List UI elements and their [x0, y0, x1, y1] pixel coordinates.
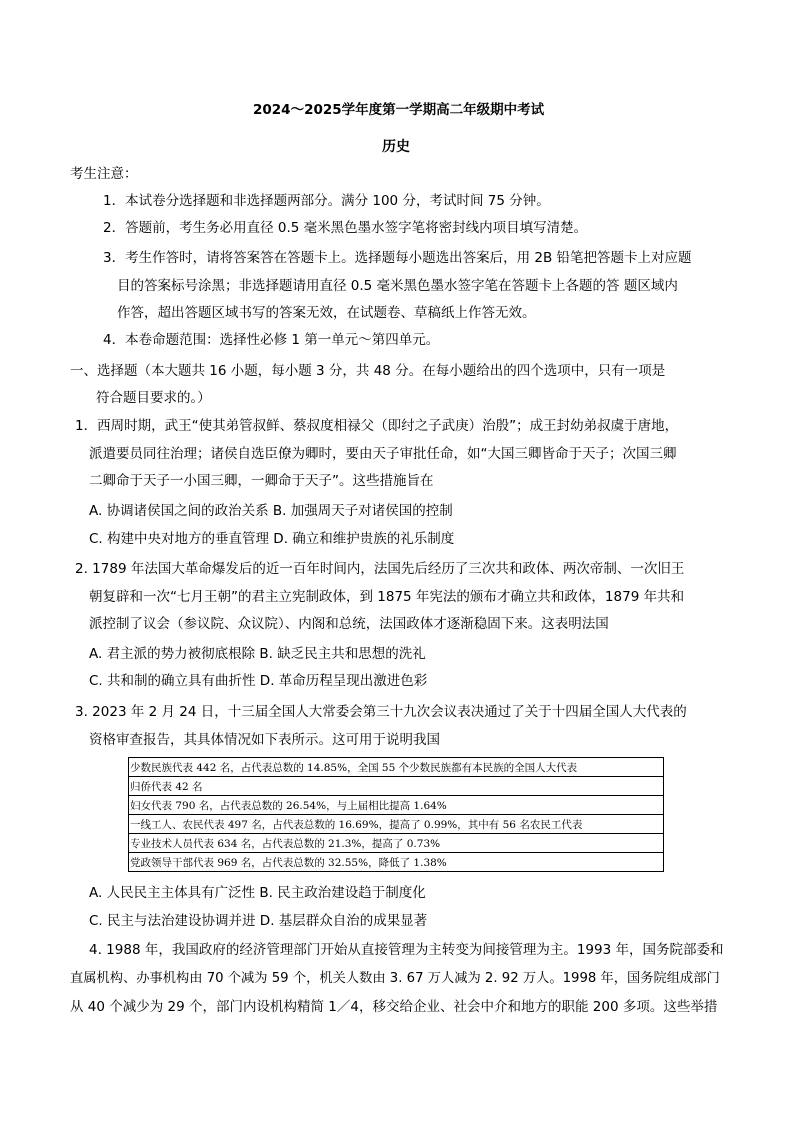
notice-item-3-cont-1: 目的答案标号涂黑；非选择题请用直径 0.5 毫米黑色墨水签字笔在答题卡上各题的答 题区域内 [117, 278, 678, 294]
notice-item-3: 3．考生作答时，请将答案答在答题卡上。选择题每小题选出答案后，用 2B 铅笔把答题卡上对应题 [103, 250, 692, 266]
table-row [129, 815, 664, 834]
q3-stem-line-2: 资格审查报告，其具体情况如下表所示。这可用于说明我国 [89, 732, 440, 748]
notice-item-1: 1．本试卷分选择题和非选择题两部分。满分 100 分，考试时间 75 分钟。 [103, 193, 550, 209]
notice-item-2: 2．答题前，考生务必用直径 0.5 毫米黑色墨水签字笔将密封线内项目填写清楚。 [103, 220, 588, 236]
q1-options-ab: A. 协调诸侯国之间的政治关系 B. 加强周天子对诸侯国的控制 [89, 503, 453, 519]
table-row [129, 777, 664, 796]
q1-stem-line-3: 二卿命于天子一小国三卿，一卿命于天子”。这些措施旨在 [89, 473, 434, 489]
q1-stem-line-1: 1．西周时期，武王“使其弟管叔鲜、蔡叔度相禄父（即纣之子武庚）治殷”；成王封幼弟叔虞于唐地， [75, 418, 679, 434]
q1-options-cd: C. 构建中央对地方的垂直管理 D. 确立和维护贵族的礼乐制度 [89, 531, 455, 547]
table-cell: 少数民族代表 442 名，占代表总数的 14.85%，全国 55 个少数民族都有本民族的全国人大代表 [129, 758, 664, 777]
table-cell: 党政领导干部代表 969 名，占代表总数的 32.55%，降低了 1.38% [129, 853, 664, 872]
notice-heading: 考生注意： [70, 166, 138, 182]
q4-stem-line-2: 直属机构、办事机构由 70 个减为 59 个，机关人数由 3. 67 万人减为 2. 92 万人。1998 年，国务院组成部门 [70, 971, 720, 986]
q3-options-ab: A. 人民民主主体具有广泛性 B. 民主政治建设趋于制度化 [89, 885, 426, 901]
q2-stem-line-2: 朝复辟和一次“七月王朝”的君主立宪制政体，到 1875 年宪法的颁布才确立共和政体，1879 年共和 [89, 589, 685, 605]
section-heading: 一、选择题（本大题共 16 小题，每小题 3 分，共 48 分。在每小题给出的四个选项中，只有一项是 [70, 363, 666, 379]
exam-title: 2024～2025学年度第一学期高二年级期中考试 [253, 102, 545, 118]
subject-title: 历史 [382, 139, 410, 155]
q2-options-cd: C. 共和制的确立具有曲折性 D. 革命历程呈现出激进色彩 [89, 673, 428, 689]
q2-stem-line-1: 2. 1789 年法国大革命爆发后的近一百年时间内，法国先后经历了三次共和政体、两次帝制、一次旧王 [75, 561, 685, 577]
notice-item-3-cont-2: 作答，超出答题区域书写的答案无效，在试题卷、草稿纸上作答无效。 [117, 305, 536, 321]
table-cell: 妇女代表 790 名，占代表总数的 26.54%，与上届相比提高 1.64% [129, 796, 664, 815]
q3-stem-line-1: 3. 2023 年 2 月 24 日，十三届全国人大常委会第三十九次会议表决通过了关于十四届全国人大代表的 [75, 704, 687, 720]
q2-options-ab: A. 君主派的势力被彻底根除 B. 缺乏民主共和思想的洗礼 [89, 646, 426, 662]
section-heading-cont: 符合题目要求的。） [96, 390, 211, 406]
q4-stem-line-3: 从 40 个减少为 29 个，部门内设机构精简 1／4，移交给企业、社会中介和地方的职能 200 多项。这些举措 [70, 999, 718, 1015]
q4-stem-line-1: 4. 1988 年，我国政府的经济管理部门开始从直接管理为主转变为间接管理为主。1993 年，国务院部委和 [89, 942, 724, 958]
table-cell: 一线工人、农民代表 497 名，占代表总数的 16.69%，提高了 0.99%，其中有 56 名农民工代表 [129, 815, 664, 834]
table-row [129, 834, 664, 853]
q3-options-cd: C. 民主与法治建设协调并进 D. 基层群众自治的成果显著 [89, 913, 428, 929]
delegates-table [128, 757, 664, 872]
notice-item-4: 4．本卷命题范围：选择性必修 1 第一单元～第四单元。 [103, 332, 440, 348]
q1-stem-line-2: 派遣要员同往治理；诸侯自选臣僚为卿时，要由天子审批任命，如“大国三卿皆命于天子；次国三卿 [89, 446, 677, 462]
table-row [129, 796, 664, 815]
table-cell: 归侨代表 42 名 [129, 777, 664, 796]
table-cell: 专业技术人员代表 634 名，占代表总数的 21.3%，提高了 0.73% [129, 834, 664, 853]
table-row [129, 853, 664, 872]
table-row [129, 758, 664, 777]
q2-stem-line-3: 派控制了议会（参议院、众议院）、内阁和总统，法国政体才逐渐稳固下来。这表明法国 [89, 616, 609, 632]
